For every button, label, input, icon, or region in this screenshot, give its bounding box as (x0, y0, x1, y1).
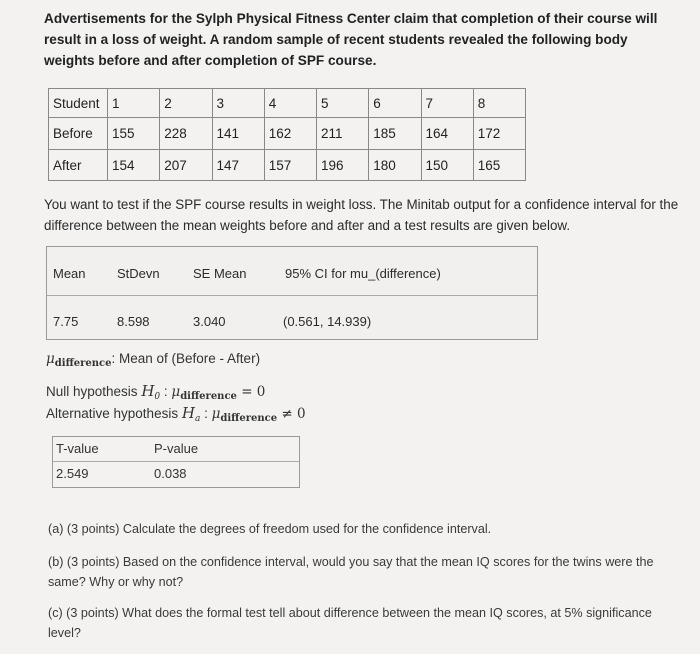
mean-value: 7.75 (53, 314, 79, 329)
table-header-cell: 5 (317, 89, 369, 118)
table-cell: 150 (421, 150, 473, 181)
mu-subscript: difference (54, 358, 112, 369)
se-mean-value: 3.040 (193, 314, 226, 329)
minitab-output-box (46, 246, 538, 340)
mean-header: Mean (53, 266, 86, 281)
question-c: (c) (3 points) What does the formal test tell about difference between the mean IQ scores, at 5% significance level? (48, 606, 652, 640)
mu-symbol: μ (211, 406, 221, 422)
table-cell: 165 (473, 150, 525, 181)
t-value-header: T-value (56, 441, 99, 456)
mu-symbol: μ (46, 351, 55, 367)
h-symbol: H (141, 382, 155, 400)
colon: : (200, 406, 212, 421)
stdev-value: 8.598 (117, 314, 150, 329)
table-row (49, 118, 526, 150)
table-cell: 157 (264, 150, 316, 181)
table-cell: After (49, 150, 108, 181)
table-cell: 154 (108, 150, 160, 181)
relation: = 0 (236, 384, 266, 400)
question-a: (a) (3 points) Calculate the degrees of freedom used for the confidence interval. (48, 522, 492, 536)
mu-subscript: difference (180, 391, 237, 402)
table-cell: 211 (317, 118, 369, 150)
colon: : (160, 384, 172, 399)
t-value: 2.549 (56, 466, 89, 481)
table-header-cell: Student (49, 89, 108, 118)
table-header-cell: 1 (108, 89, 160, 118)
relation: ≠ 0 (277, 406, 306, 422)
ci-value: (0.561, 14.939) (283, 314, 372, 329)
table-cell: 185 (369, 118, 421, 150)
alt-label: Alternative hypothesis (46, 406, 179, 421)
table-header-cell: 7 (421, 89, 473, 118)
problem-intro: Advertisements for the Sylph Physical Fitness Center claim that completion of their course will result in a loss of weight. A random sample of recent students revealed the following body weights before and after completion of SPF course. (44, 11, 658, 68)
h-subscript: 0 (154, 392, 161, 402)
table-cell: 196 (317, 150, 369, 181)
table-cell: 141 (212, 118, 264, 150)
table-header-cell: 3 (212, 89, 264, 118)
divider (47, 295, 537, 296)
test-output-box (52, 436, 300, 488)
table-cell: 147 (212, 150, 264, 181)
table-row (49, 150, 526, 181)
table-cell: 155 (108, 118, 160, 150)
table-cell: 207 (160, 150, 212, 181)
table-header-cell: 4 (264, 89, 316, 118)
table-cell: 164 (421, 118, 473, 150)
table-header-cell: 8 (473, 89, 525, 118)
mu-symbol: μ (171, 384, 181, 400)
table-cell: Before (49, 118, 108, 150)
divider (53, 461, 299, 462)
minitab-description: You want to test if the SPF course results in weight loss. The Minitab output for a confidence interval for the difference between the mean weights before and after and a test results are given below. (44, 197, 679, 233)
h-subscript: a (194, 414, 201, 424)
null-hypothesis (46, 382, 265, 400)
ci-header: 95% CI for mu_(difference) (285, 266, 441, 281)
mu-difference-definition (46, 351, 260, 367)
mu-subscript: difference (220, 413, 278, 424)
table-cell: 228 (160, 118, 212, 150)
table-cell: 162 (264, 118, 316, 150)
p-value: 0.038 (154, 466, 187, 481)
weights-table (48, 88, 526, 181)
stdev-header: StDevn (117, 266, 160, 281)
definition-text: : Mean of (Before - After) (111, 351, 261, 366)
table-header-cell: 2 (160, 89, 212, 118)
null-label: Null hypothesis (46, 384, 138, 399)
table-cell: 172 (473, 118, 525, 150)
h-symbol: H (181, 404, 195, 422)
se-mean-header: SE Mean (193, 266, 247, 281)
table-header-cell: 6 (369, 89, 421, 118)
table-cell: 180 (369, 150, 421, 181)
question-b: (b) (3 points) Based on the confidence interval, would you say that the mean IQ scores for the twins were the same? Why or why not? (48, 555, 654, 589)
p-value-header: P-value (154, 441, 199, 456)
table-row (49, 89, 526, 118)
alternative-hypothesis (46, 404, 306, 422)
